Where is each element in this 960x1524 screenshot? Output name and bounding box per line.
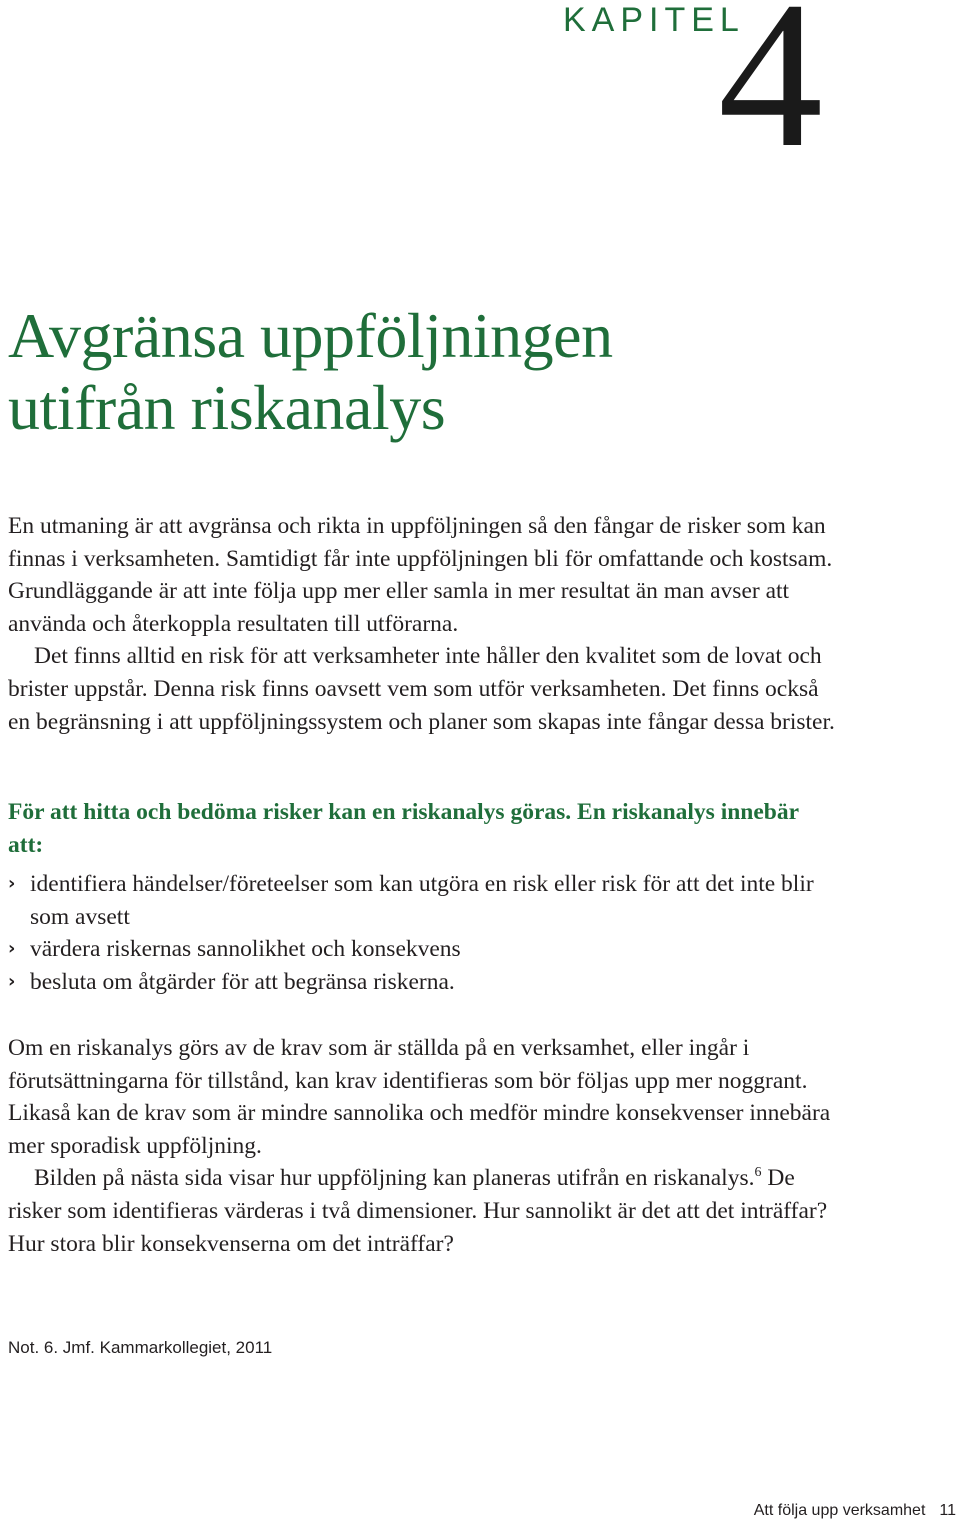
body-section: [8, 1032, 838, 1260]
list-item: [8, 868, 838, 933]
page-title-line-1: Avgränsa uppföljningen: [8, 300, 613, 371]
page-title: [8, 300, 613, 444]
intro-section: [8, 510, 838, 738]
body-paragraph-1: Om en riskanalys görs av de krav som är ställda på en verksamhet, eller ingår i förutsättningarna för tillstånd, kan krav identifieras som bör följas upp mer noggrant. Likaså kan de krav som är mindre sannolika och medför mindre konsekvenser innebära mer sporadisk uppföljning.: [8, 1035, 831, 1159]
chapter-number: 4: [718, 0, 823, 191]
page-footer: [754, 1502, 956, 1520]
list-item-text: identifiera händelser/företeelser som kan utgöra en risk eller risk för att det inte blir som avsett: [30, 871, 814, 930]
list-item: [8, 933, 838, 966]
chevron-right-icon: ›: [8, 970, 16, 992]
chevron-right-icon: ›: [8, 938, 16, 960]
risk-analysis-list: [8, 868, 838, 998]
chapter-label: KAPITEL: [563, 1, 745, 39]
footnote: Not. 6. Jmf. Kammarkollegiet, 2011: [8, 1338, 273, 1357]
list-item-text: värdera riskernas sannolikhet och konsekvens: [30, 936, 461, 963]
body-paragraph-2-text: Bilden på nästa sida visar hur uppföljning kan planeras utifrån en riskanalys.: [34, 1165, 755, 1192]
body-paragraph-2-continued: De risker som identifieras värderas i två dimensioner. Hur sannolikt är det att det inträffar? Hur stora blir konsekvenserna om det inträffar?: [8, 1165, 828, 1257]
footer-title: Att följa upp verksamhet: [753, 1502, 926, 1519]
page-title-line-2: utifrån riskanalys: [8, 372, 446, 443]
intro-paragraph-1: En utmaning är att avgränsa och rikta in uppföljningen så den fångar de risker som kan finnas i verksamheten. Samtidigt får inte uppföljningen bli för omfattande och kostsam. Grundläggande är att inte följa upp mer eller samla in mer resultat än man avser att använda och återkoppla resultaten till utförarna.: [8, 513, 833, 637]
list-item-text: besluta om åtgärder för att begränsa riskerna.: [30, 968, 455, 995]
page-number: 11: [939, 1502, 956, 1519]
intro-paragraph-2: Det finns alltid en risk för att verksamheter inte håller den kvalitet som de lovat och brister uppstår. Denna risk finns oavsett vem som utför verksamheten. Det finns också en begränsning i att uppföljningssystem och planer som skapas inte fångar dessa brister.: [8, 643, 835, 735]
footnote-reference[interactable]: 6: [754, 1165, 762, 1181]
list-item: [8, 966, 838, 999]
chevron-right-icon: ›: [8, 873, 16, 894]
body-paragraph-2: [8, 1162, 838, 1260]
lead-statement: För att hitta och bedöma risker kan en riskanalys göras. En riskanalys innebär att:: [8, 799, 799, 858]
